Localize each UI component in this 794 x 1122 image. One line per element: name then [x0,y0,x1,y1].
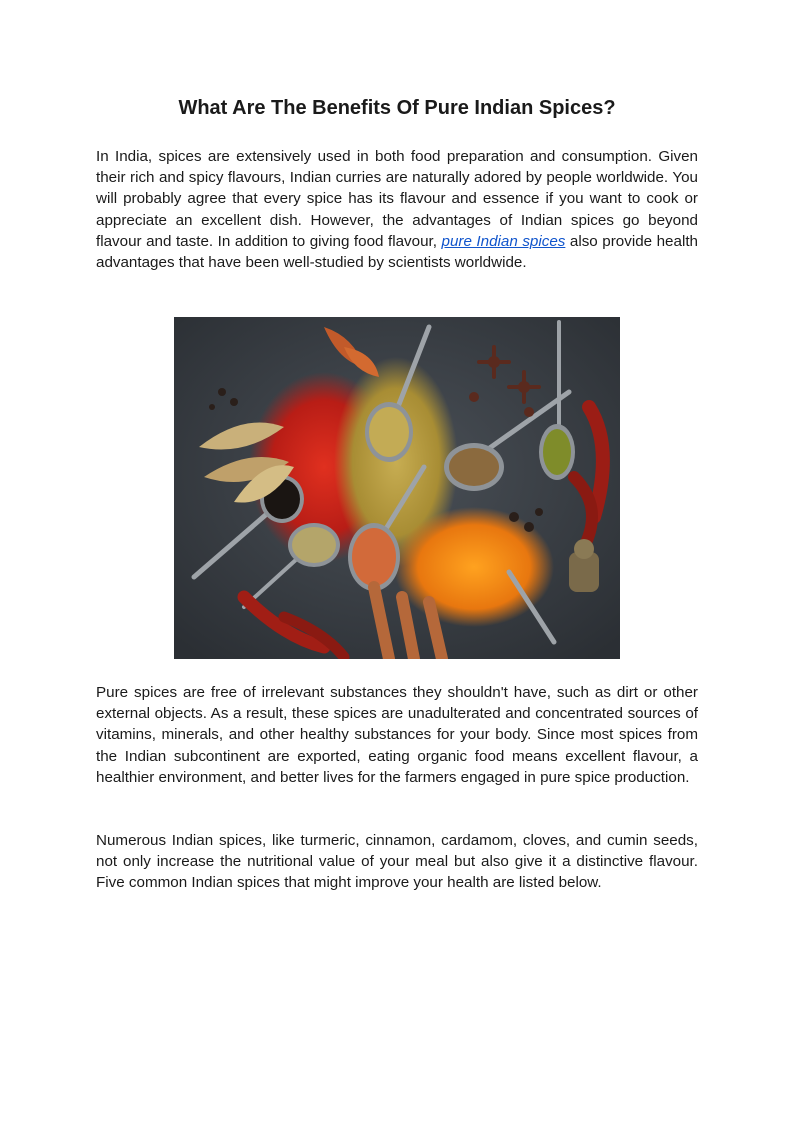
intro-text-after-link: also provide health advantages that have been well-studied by scientists worldwide. [96,232,698,272]
intro-paragraph [96,146,698,273]
intro-text-before-link: In India, spices are extensively used in both food preparation and consumption. Given their rich and spicy flavours, Indian curries are naturally adored by people worldwide. You will probably agree that every spice has its flavour and essence if you want to cook or appreciate an excellent dish. However, the advantages of Indian spices go beyond flavour and taste. In addition to giving food flavour, [96,148,698,250]
spices-illustration [174,317,620,659]
pure-spices-paragraph: Pure spices are free of irrelevant substances they shouldn't have, such as dirt or other external objects. As a result, these spices are unadulterated and concentrated sources of vitamins, minerals, and other healthy substances for your body. Since most spices from the Indian subcontinent are exported, eating organic food means excellent flavour, a healthier environment, and better lives for the farmers engaged in pure spice production. [96,684,698,786]
spices-list-intro-paragraph: Numerous Indian spices, like turmeric, cinnamon, cardamom, cloves, and cumin seeds, not only increase the nutritional value of your meal but also give it a distinctive flavour. Five common Indian spices that might improve your health are listed below. [96,832,698,892]
pure-indian-spices-link[interactable]: pure Indian spices [441,232,566,250]
page-title: What Are The Benefits Of Pure Indian Spices? [178,97,616,119]
spices-photo [174,317,620,659]
